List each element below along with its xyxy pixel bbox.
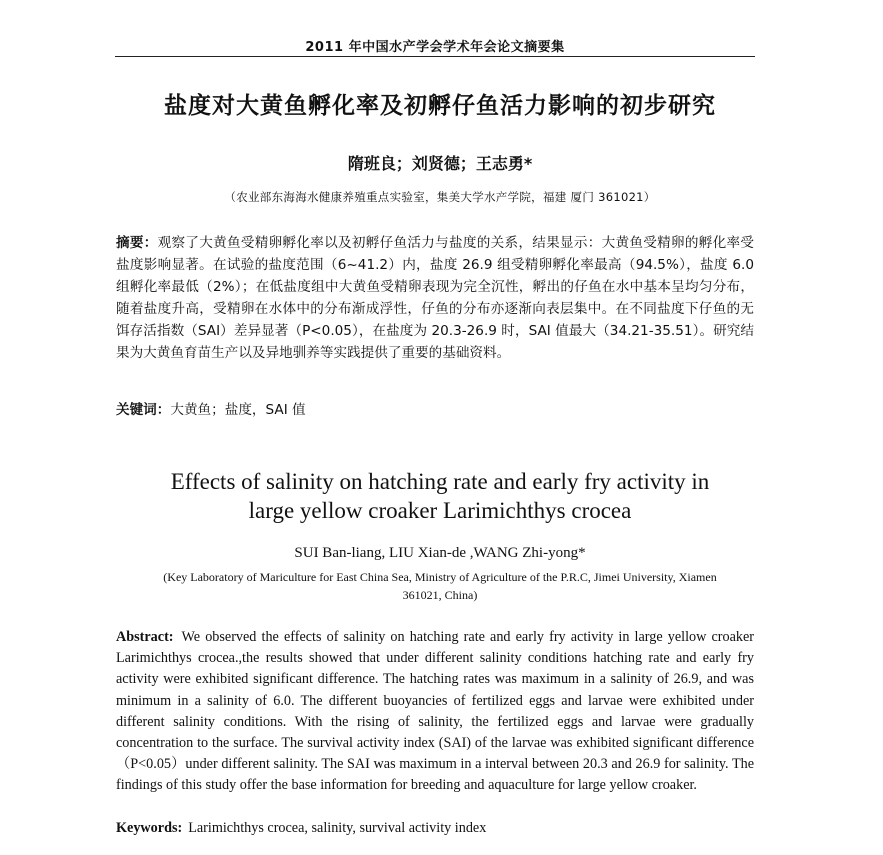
english-keywords-label: Keywords: — [116, 820, 183, 836]
chinese-abstract-text: 观察了大黄鱼受精卵孵化率以及初孵仔鱼活力与盐度的关系，结果显示：大黄鱼受精卵的孵化率受盐度影响显著。在试验的盐度范围（6~41.2）内，盐度 26.9 组受精卵孵化率最高（94.5%），盐度 6.0 组孵化率最低（2%）；在低盐度组中大黄鱼受精卵表现为完全沉性，孵出的仔鱼在水中基本呈均匀分布，随着盐度升高，受精卵在水体中的分布渐成浮性，仔鱼的分布亦逐渐向表层集中。在不同盐度下仔鱼的无饵存活指数（SAI）差异显著（P<0.05），在盐度为 20.3-26.9 时，SAI 值最大（34.21-35.51）。研究结果为大黄鱼育苗生产以及异地驯养等实践提供了重要的基础资料。 — [116, 235, 755, 361]
english-keywords-text: Larimichthys crocea, salinity, survival activity index — [188, 820, 487, 836]
chinese-keywords-text: 大黄鱼；盐度，SAI 值 — [170, 402, 306, 418]
chinese-abstract-label: 摘要： — [116, 235, 158, 251]
english-keywords — [116, 818, 754, 838]
chinese-keywords-label: 关键词： — [116, 402, 171, 418]
chinese-title: 盐度对大黄鱼孵化率及初孵仔鱼活力影响的初步研究 — [164, 93, 716, 119]
english-abstract — [116, 627, 754, 797]
english-title-line-2: large yellow croaker Larimichthys crocea — [248, 498, 632, 523]
running-head: 2011 年中国水产学会学术年会论文摘要集 — [305, 40, 565, 55]
english-authors: SUI Ban-liang, LIU Xian-de ,WANG Zhi-yong* — [294, 545, 586, 561]
english-affiliation-line-1: (Key Laboratory of Mariculture for East China Sea, Ministry of Agriculture of the P.R.C, Jimei University, Xiamen — [163, 570, 717, 584]
header-rule — [115, 56, 755, 57]
chinese-abstract — [116, 233, 754, 364]
chinese-authors: 隋班良；刘贤德；王志勇* — [347, 154, 533, 173]
english-affiliation — [112, 568, 768, 604]
chinese-keywords — [116, 400, 754, 420]
chinese-affiliation: （农业部东海海水健康养殖重点实验室，集美大学水产学院，福建 厦门 361021） — [224, 190, 656, 204]
english-affiliation-line-2: 361021, China) — [402, 588, 478, 602]
english-title — [110, 467, 770, 525]
english-abstract-label: Abstract: — [116, 629, 174, 645]
english-abstract-text: We observed the effects of salinity on hatching rate and early fry activity in large yellow croaker Larimichthys crocea.,the results showed that under different salinity conditions hatching rate and early fry activity were exhibited significant difference. The hatching rates was maximum in a salinity of 26.9, and was minimum in a salinity of 6.0. The different buoyancies of fertilized eggs and larvae were exhibited under different salinity conditions. With the rising of salinity, the fertilized eggs and larvae were gradually concentration to the surface. The survival activity index (SAI) of the larvae was exhibited significant difference（P<0.05）under different salinity. The SAI was maximum in a interval between 20.3 and 26.9 for salinity. The findings of this study offer the base information for breeding and aquaculture for large yellow croaker. — [116, 629, 754, 794]
english-title-line-1: Effects of salinity on hatching rate and early fry activity in — [170, 469, 710, 494]
